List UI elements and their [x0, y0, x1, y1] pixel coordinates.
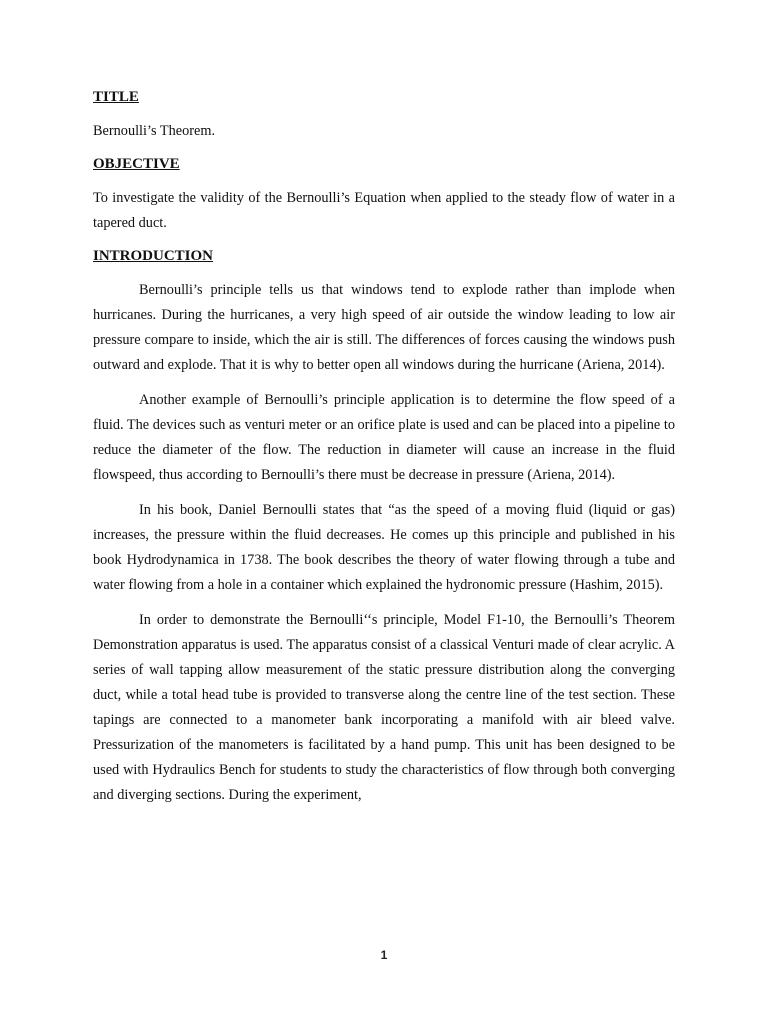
document-body — [93, 87, 675, 818]
intro-paragraph-3: In his book, Daniel Bernoulli states that “as the speed of a moving fluid (liquid or gas) increases, the pressure within the fluid decreases. He comes up this principle and published in his book Hydrodynamica in 1738. The book describes the theory of water flowing through a tube and water flowing from a hole in a container which explained the hydronomic pressure (Hashim, 2015). — [93, 502, 675, 593]
intro-paragraph-1: Bernoulli’s principle tells us that windows tend to explode rather than implode when hurricanes. During the hurricanes, a very high speed of air outside the window leading to low air pressure compare to inside, which the air is still. The differences of forces causing the windows push outward and explode. That it is why to better open all windows during the hurricane (Ariena, 2014). — [93, 282, 675, 373]
title-heading: TITLE — [93, 89, 139, 105]
title-text: Bernoulli’s Theorem. — [93, 123, 216, 139]
page-number: 1 — [380, 948, 388, 962]
introduction-heading: INTRODUCTION — [93, 248, 214, 264]
intro-paragraph-2: Another example of Bernoulli’s principle application is to determine the flow speed of a fluid. The devices such as venturi meter or an orifice plate is used and can be placed into a pipeline to reduce the diameter of the flow. The reduction in diameter will cause an increase in the fluid flowspeed, thus according to Bernoulli’s there must be decrease in pressure (Ariena, 2014). — [93, 392, 675, 483]
objective-text: To investigate the validity of the Bernoulli’s Equation when applied to the steady flow of water in a tapered duct. — [93, 190, 675, 231]
intro-paragraph-4: In order to demonstrate the Bernoulli‘‘s principle, Model F1-10, the Bernoulli’s Theorem Demonstration apparatus is used. The apparatus consist of a classical Venturi made of clear acrylic. A series of wall tapping allow measurement of the static pressure distribution along the converging duct, while a total head tube is provided to transverse along the centre line of the test section. These tapings are connected to a manometer bank incorporating a manifold with air bleed valve. Pressurization of the manometers is facilitated by a hand pump. This unit has been designed to be used with Hydraulics Bench for students to study the characteristics of flow through both converging and diverging sections. During the experiment, — [93, 612, 675, 803]
objective-heading: OBJECTIVE — [93, 156, 180, 172]
